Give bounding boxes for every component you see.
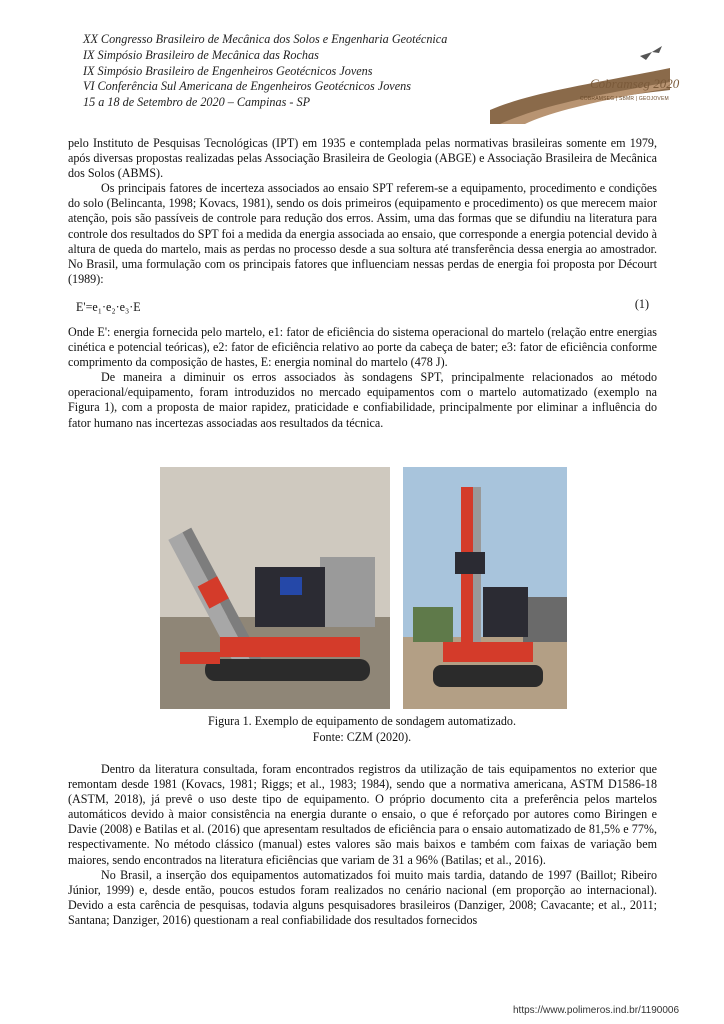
body-text-top	[68, 136, 657, 431]
footer-url: https://www.polimeros.ind.br/1190006	[513, 1005, 680, 1016]
conference-line: IX Simpósio Brasileiro de Mecânica das Rochas	[83, 47, 319, 62]
conference-line: XX Congresso Brasileiro de Mecânica dos Solos e Engenharia Geotécnica	[83, 32, 448, 46]
drilling-rig-photo-right	[403, 467, 567, 709]
body-text-bottom	[68, 762, 657, 928]
paragraph: pelo Instituto de Pesquisas Tecnológicas (IPT) em 1935 e contemplada pelas normativas brasileiras somente em 1979, após diversas propostas realizadas pelas Associação Brasileira de Geologia (ABGE) e Associação Brasileira de Mecânica dos Solos (ABMS).	[68, 136, 657, 181]
paragraph: Os principais fatores de incerteza associados ao ensaio SPT referem-se a equipamento, procedimento e condições do solo (Belincanta, 1998; Kovacs, 1981), sendo os dois primeiros (equipamento e procedimento) os que merecem maior atenção, pois são passíveis de controle para redução dos erros. Assim, uma das formas que se difundiu na literatura para controle dos resultados do SPT foi a medida da energia associada ao ensaio, que corresponde a energia potencial devido à altura de queda do martelo, mais as perdas no processo desde a sua soltura até transferência dessa energia ao amostrador. No Brasil, uma formulação com os principais fatores que influenciam nessas perdas de energia foi proposta por Décourt (1989):	[68, 181, 657, 286]
equation-number: (1)	[634, 296, 649, 311]
paragraph: Onde E': energia fornecida pelo martelo, e1: fator de eficiência do sistema operacional do martelo (relação entre energias cinética e potencial teóricas), e2: fator de eficiência relativo ao porte da cabeça de bater; e3: fator de eficiência conforme comprimento da composição de hastes, E: energia nominal do martelo (478 J).	[68, 324, 657, 370]
paragraph: No Brasil, a inserção dos equipamentos automatizados foi muito mais tardia, datando de 1997 (Baillot; Ribeiro Júnior, 1999) e, desde então, poucos estudos foram realizados no cenário nacional (em proporção ao internacional). Devido a esta carência de pesquisas, todavia alguns pesquisadores brasileiros (Danziger, 2008; Cavacante; et al., 2011; Santana; Danziger, 2016) questionam a real confiabilidade dos resultados fornecidos	[68, 867, 657, 927]
logo-wordmark: Cobramseg 2020	[590, 76, 680, 91]
figure-source: Fonte: CZM (2020).	[312, 730, 412, 744]
conference-line: IX Simpósio Brasileiro de Engenheiros Geotécnicos Jovens	[83, 63, 373, 78]
paragraph: Dentro da literatura consultada, foram encontrados registros da utilização de tais equipamentos no exterior que remontam desde 1981 (Kovacs, 1981; Riggs; et al., 1983; 1984), sendo que a normativa americana, ASTM D1586-18 (ASTM, 2018), já prevê o uso deste tipo de equipamento. O próprio documento cita a preferência pelos martelos automáticos devido à maior consistência na energia durante o ensaio, o que é reforçado por autores como Biringen e Davie (2008) e Batilas et al. (2016) que apresentam resultados de eficiência para o ensaio automatizado de 81,5% e 77%, respectivamente. No método clássico (manual) estes valores são mais baixos e também com faixas de variação bem maiores, sendo encontrados na literatura eficiências que variam de 31 a 96% (Batilas; et al., 2016).	[68, 762, 657, 867]
conference-line: VI Conferência Sul Americana de Engenheiros Geotécnicos Jovens	[83, 79, 411, 94]
equation: E'=e₁·e₂·e₃·E	[76, 299, 141, 314]
paragraph: De maneira a diminuir os erros associados às sondagens SPT, principalmente relacionados ao método operacional/equipamento, foram introduzidos no mercado equipamentos com o martelo automatizado (exemplo na Figura 1), com a proposta de maior rapidez, praticidade e confiabilidade, principalmente por eliminar a influência do fator humano nas incertezas associadas aos resultados da técnica.	[68, 370, 657, 430]
figure-caption: Figura 1. Exemplo de equipamento de sondagem automatizado.	[208, 714, 516, 728]
logo-subtitle: COBRAMSEG | SBMR | GEOJOVEM	[580, 96, 669, 102]
equation-row	[68, 297, 657, 319]
conference-title-block	[83, 32, 447, 111]
conference-dates: 15 a 18 de Setembro de 2020 – Campinas - SP	[83, 95, 311, 110]
drilling-rig-photo-left	[160, 467, 390, 709]
page-header	[0, 0, 724, 130]
figure-1	[0, 467, 724, 757]
